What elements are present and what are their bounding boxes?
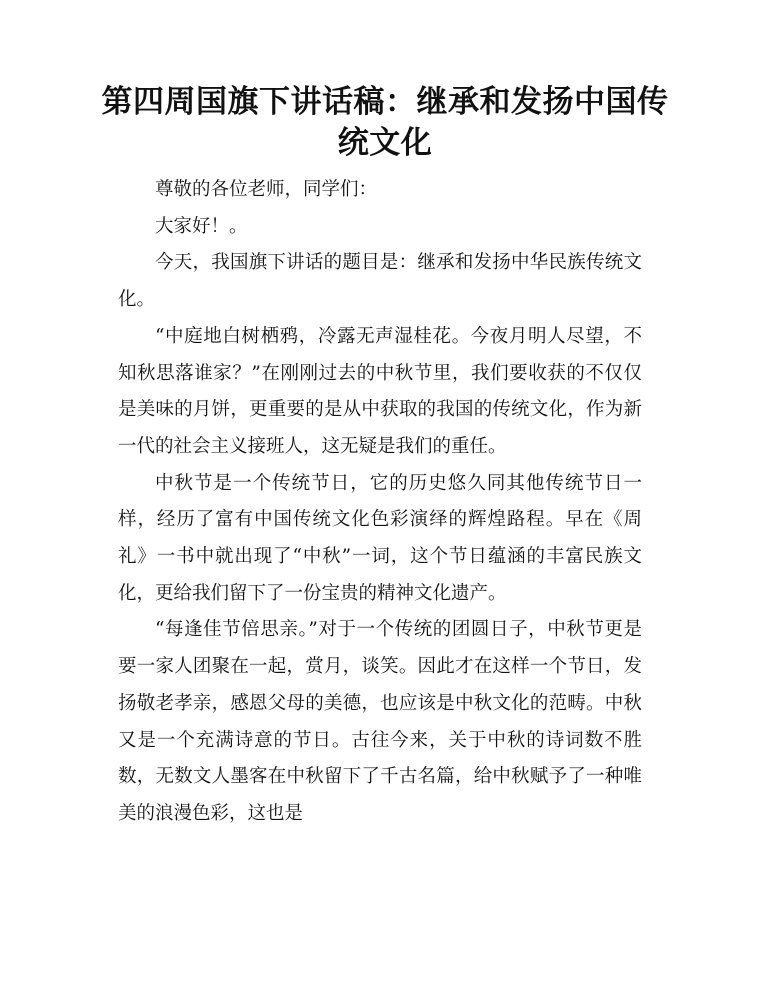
document-body [118, 172, 642, 833]
paragraph-reunion: “每逢佳节倍思亲。”对于一个传统的团圆日子，中秋节更是要一家人团聚在一起，赏月，谈笑。因此才在这样一个节日，发扬敬老孝亲，感恩父母的美德，也应该是中秋文化的范畴。中秋又是一个充满诗意的节日。古往今来，关于中秋的诗词数不胜数，无数文人墨客在中秋留下了千古名篇，给中秋赋予了一种唯美的浪漫色彩，这也是 [118, 619, 642, 824]
paragraph-greeting: 尊敬的各位老师，同学们： [155, 179, 378, 200]
document-title: 第四周国旗下讲话稿：继承和发扬中国传统文化 [101, 84, 669, 161]
paragraph-history: 中秋节是一个传统节日，它的历史悠久同其他传统节日一样，经历了富有中国传统文化色彩演绎的辉煌路程。早在《周礼》一书中就出现了“中秋”一词，这个节日蕴涵的丰富民族文化，更给我们留下了一份宝贵的精神文化遗产。 [118, 472, 642, 604]
paragraph-poem: “中庭地白树栖鸦，冷露无声湿桂花。今夜月明人尽望，不知秋思落谁家？”在刚刚过去的中秋节里，我们要收获的不仅仅是美味的月饼，更重要的是从中获取的我国的传统文化，作为新一代的社会主义接班人，这无疑是我们的重任。 [118, 325, 642, 457]
paragraph-hello: 大家好！。 [155, 215, 248, 237]
paragraph-topic: 今天，我国旗下讲话的题目是：继承和发扬中华民族传统文化。 [118, 252, 642, 311]
